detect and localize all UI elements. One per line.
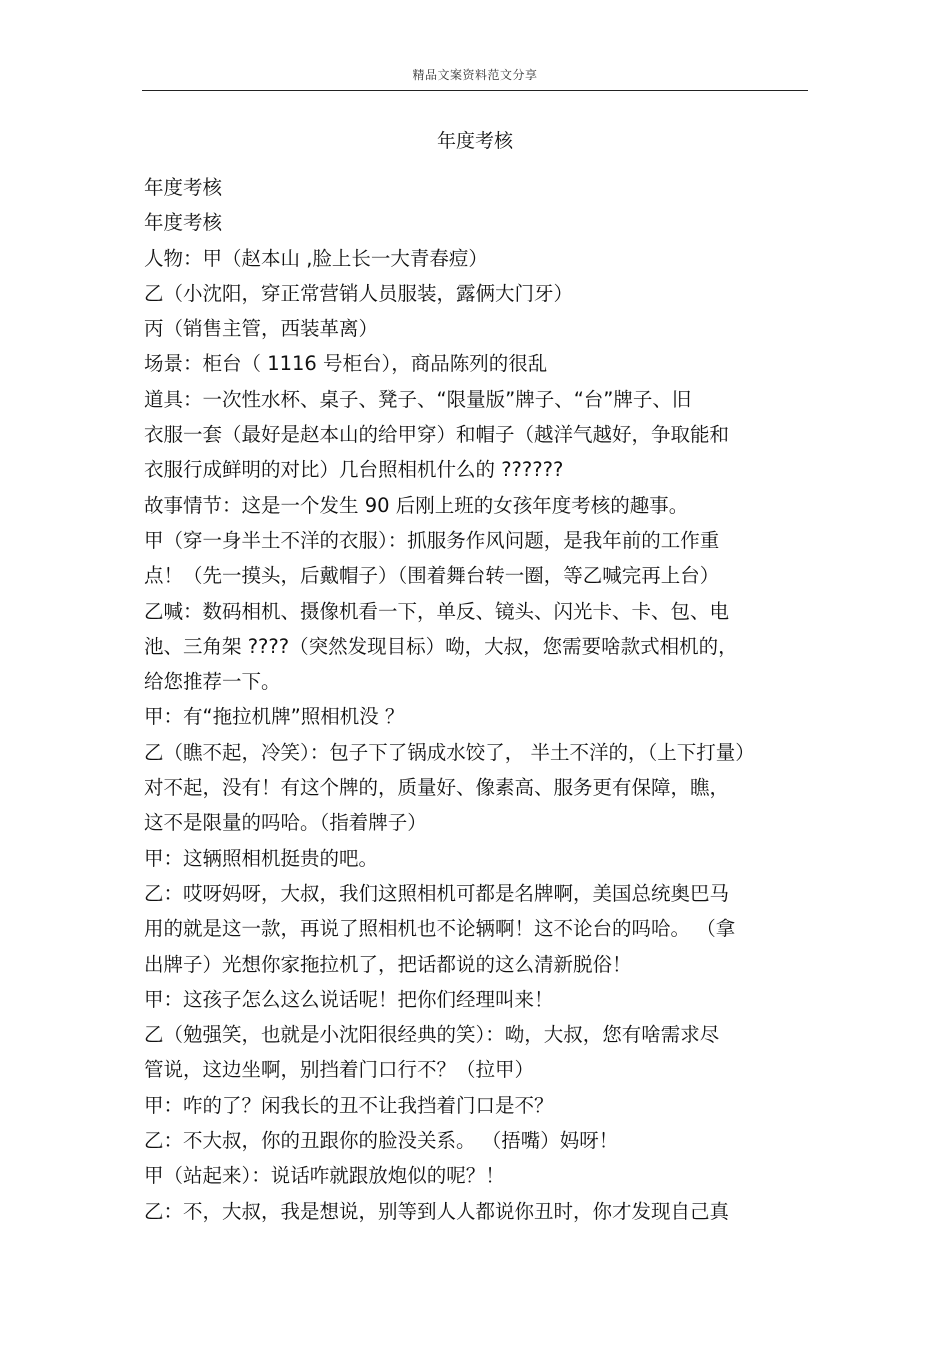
text-line: 池、三角架 ????（突然发现目标）呦，大叔，您需要啥款式相机的，	[144, 634, 738, 658]
text-line: 用的就是这一款，再说了照相机也不论辆啊！这不论台的吗哈。 （拿	[144, 917, 736, 941]
text-line: 管说，这边坐啊，别挡着门口行不？（拉甲）	[144, 1058, 535, 1082]
text-line: 丙（销售主管，西装革离）	[144, 317, 379, 341]
header-divider	[142, 90, 808, 91]
text-line: 场景：柜台（ 1116 号柜台），商品陈列的很乱	[144, 352, 548, 376]
document-title: 年度考核	[436, 130, 513, 152]
text-line: 乙（瞧不起，冷笑）：包子下了锅成水饺了， 半土不洋的，（上下打量）	[144, 740, 755, 764]
text-line: 衣服行成鲜明的对比）几台照相机什么的 ??????	[144, 458, 564, 482]
text-line: 甲（穿一身半土不洋的衣服）：抓服务作风问题，是我年前的工作重	[144, 528, 720, 552]
text-line: 甲（站起来）：说话咋就跟放炮似的呢？！	[144, 1164, 505, 1188]
text-line: 对不起，没有！有这个牌的，质量好、像素高、服务更有保障，瞧，	[144, 776, 730, 800]
text-line: 出牌子）光想你家拖拉机了，把话都说的这么清新脱俗！	[144, 952, 632, 976]
text-line: 年度考核	[144, 211, 223, 235]
text-line: 甲：这辆照相机挺贵的吧。	[144, 846, 379, 870]
text-line: 这不是限量的吗哈。（指着牌子）	[144, 811, 427, 835]
document-body	[144, 170, 808, 1229]
text-line: 乙：不，大叔，我是想说，别等到人人都说你丑时，你才发现自己真	[144, 1199, 730, 1223]
text-line: 乙：哎呀妈呀，大叔，我们这照相机可都是名牌啊，美国总统奥巴马	[144, 881, 730, 905]
text-line: 年度考核	[144, 176, 223, 199]
text-line: 人物：甲（赵本山 ,脸上长一大青春痘）	[144, 246, 488, 270]
text-line: 甲：这孩子怎么这么说话呢！把你们经理叫来！	[144, 987, 554, 1011]
text-line: 乙（勉强笑，也就是小沈阳很经典的笑）：呦，大叔，您有啥需求尽	[144, 1023, 720, 1047]
text-line: 点！（先一摸头，后戴帽子）（围着舞台转一圈，等乙喊完再上台）	[144, 564, 720, 588]
text-line: 乙喊：数码相机、摄像机看一下，单反、镜头、闪光卡、卡、包、电	[144, 599, 730, 623]
text-line: 甲：咋的了？闲我长的丑不让我挡着门口是不？	[144, 1093, 554, 1117]
text-line: 给您推荐一下。	[144, 670, 281, 694]
text-line: 乙（小沈阳，穿正常营销人员服装，露俩大门牙）	[144, 281, 574, 305]
text-line: 乙：不大叔，你的丑跟你的脸没关系。 （捂嘴）妈呀！	[144, 1129, 619, 1153]
text-line: 故事情节：这是一个发生 90 后刚上班的女孩年度考核的趣事。	[144, 493, 689, 517]
text-line: 甲：有“拖拉机牌”照相机没 ？	[144, 705, 405, 729]
running-header: 精品文案资料范文分享	[412, 68, 538, 82]
text-line: 道具：一次性水杯、桌子、凳子、“限量版”牌子、“台”牌子、旧	[144, 387, 692, 411]
text-line: 衣服一套（最好是赵本山的给甲穿）和帽子（越洋气越好，争取能和	[144, 423, 730, 447]
